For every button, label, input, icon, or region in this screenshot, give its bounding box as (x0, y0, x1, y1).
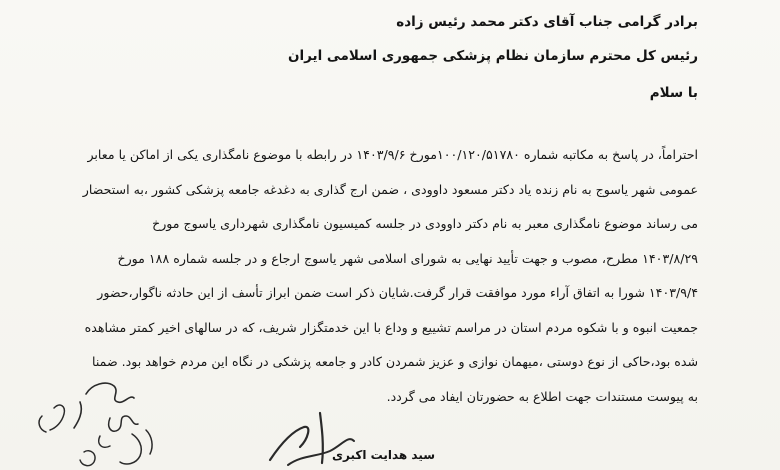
body-line-4: ۱۴۰۳/۸/۲۹ مطرح، مصوب و جهت تأیید نهایی به شورای اسلامی شهر یاسوج ارجاع و در جلسه شماره ۱۸۸ مورخ (117, 250, 698, 266)
letter-body (82, 138, 698, 414)
body-line-7: شده بود،حاکی از نوع دوستی ،میهمان نوازی و عزیز شمردن کادر و جامعه پزشکی در نگاه این مردم خواهد بود. ضمنا (92, 354, 698, 369)
recipient-title: رئیس کل محترم سازمان نظام پزشکی جمهوری اسلامی ایران (287, 48, 698, 64)
handwritten-margin-note (14, 372, 164, 470)
body-line-8: به پیوست مستندات جهت اطلاع به حضورتان ایفاد می گردد. (386, 388, 698, 404)
body-line-2: عمومی شهر یاسوج به نام زنده یاد دکتر مسعود داوودی ، ضمن ارج گذاری به دغدغه جامعه پزشکی کشور ،به استحضار (82, 181, 698, 197)
body-line-5: ۱۴۰۳/۹/۴ شورا به اتفاق آراء مورد موافقت قرار گرفت.شایان ذکر است ضمن ابراز تأسف از این حادثه ناگوار،حضور (97, 285, 698, 300)
recipient-name: برادر گرامی جناب آقای دکتر محمد رئیس زاده (396, 14, 698, 30)
body-line-1: احتراماً، در پاسخ به مکاتبه شماره ۱۰۰/۱۲۰/۵۱۷۸۰مورخ ۱۴۰۳/۹/۶ در رابطه با موضوع نامگذاری یکی از اماکن یا معابر (87, 147, 698, 162)
signatory-name: سید هدایت اکبری (332, 448, 436, 462)
greeting: با سلام (649, 85, 698, 101)
body-line-6: جمعیت انبوه و با شکوه مردم استان در مراسم تشییع و وداع با این خدمتگزار شریف، که در سالهای اخیر کمتر مشاهده (84, 319, 698, 335)
body-line-3: می رساند موضوع نامگذاری معبر به نام دکتر داوودی در جلسه کمیسیون نامگذاری شهرداری یاسوج مورخ (152, 216, 698, 231)
